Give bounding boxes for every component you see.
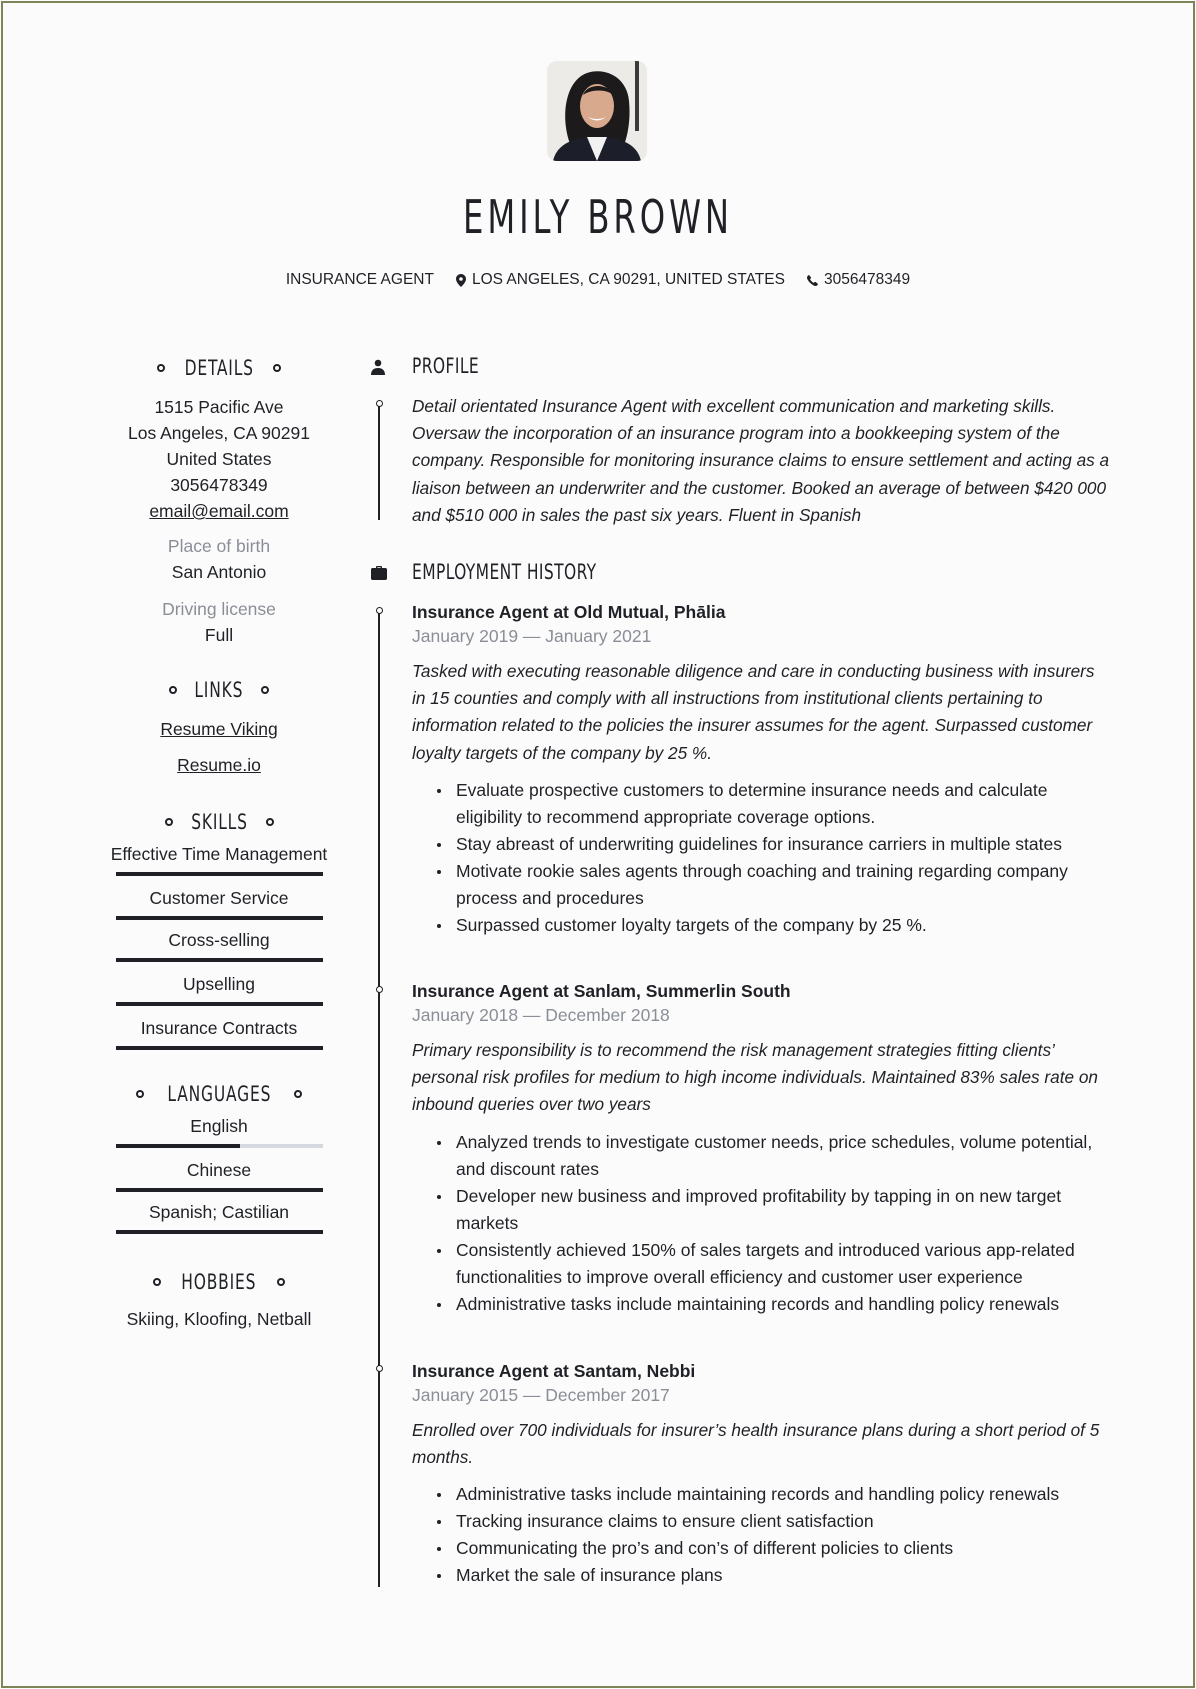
link-resume-viking[interactable]: Resume Viking xyxy=(160,719,278,739)
job-bullet: Evaluate prospective customers to determine insurance needs and calculate eligibility to recommend appropriate coverage options. xyxy=(412,777,1112,831)
skill-name: Insurance Contracts xyxy=(140,1018,298,1038)
links-heading-text: LINKS xyxy=(194,678,244,702)
skill-level-bar xyxy=(116,1046,323,1050)
timeline-node xyxy=(376,986,383,993)
skill-name: Effective Time Management xyxy=(110,844,328,864)
job-title xyxy=(286,271,434,289)
job-bullet: Analyzed trends to investigate customer needs, price schedules, volume potential, and discount rates xyxy=(412,1129,1112,1183)
language-item xyxy=(100,1158,338,1192)
map-pin-icon xyxy=(456,274,466,287)
skill-level-bar xyxy=(116,872,323,876)
timeline-node xyxy=(376,607,383,614)
skill-item xyxy=(100,1016,338,1050)
job-bullet: Market the sale of insurance plans xyxy=(412,1562,1112,1589)
skill-name: Cross-selling xyxy=(168,930,270,950)
language-name: Chinese xyxy=(186,1160,252,1180)
bullet-circle-icon xyxy=(294,1090,302,1098)
job-bullet: Tracking insurance claims to ensure client satisfaction xyxy=(412,1508,1112,1535)
skill-name: Customer Service xyxy=(149,888,289,908)
location-text: LOS ANGELES, CA 90291, UNITED STATES xyxy=(471,271,785,288)
place-of-birth-label: Place of birth xyxy=(167,536,271,556)
hobbies-text: Skiing, Kloofing, Netball xyxy=(126,1309,312,1329)
bullet-circle-icon xyxy=(261,686,269,694)
skill-level-bar xyxy=(116,916,323,920)
header-phone xyxy=(807,271,910,289)
job-bullet: Communicating the pro’s and con’s of different policies to clients xyxy=(412,1535,1112,1562)
job-entry xyxy=(412,979,1112,1318)
job-entry xyxy=(412,1359,1112,1589)
link-resume-io[interactable]: Resume.io xyxy=(177,755,261,775)
language-level-bar xyxy=(116,1144,323,1148)
profile-summary xyxy=(412,393,1112,529)
timeline-node xyxy=(376,400,383,407)
bullet-circle-icon xyxy=(165,818,173,826)
job-bullets xyxy=(412,1129,1112,1318)
employment-heading: EMPLOYMENT HISTORY xyxy=(412,560,597,584)
skills-heading-text: SKILLS xyxy=(190,810,248,834)
job-dates: January 2019 — January 2021 xyxy=(412,626,652,646)
profile-text: Detail orientated Insurance Agent with excellent communication and marketing skills. Oversaw the incorporation of an insurance program into a bookkeeping system of the company. Responsible for monitoring insurance claims to ensure settlement and acting as a liaison between an underwriter and the customer. Booked an average of between $420 000 and $510 000 in sales the past six years. Fluent in Spanish xyxy=(412,396,1110,525)
job-title: Insurance Agent at Sanlam, Summerlin South xyxy=(412,981,791,1001)
skill-item xyxy=(100,886,338,920)
job-bullets xyxy=(412,1481,1112,1589)
details-heading xyxy=(100,354,338,382)
job-bullet: Developer new business and improved profitability by tapping in on new target markets xyxy=(412,1183,1112,1237)
language-level-bar xyxy=(116,1188,323,1192)
briefcase-icon xyxy=(371,566,387,580)
address-line-2: Los Angeles, CA 90291 xyxy=(128,423,310,443)
links-heading xyxy=(100,676,338,704)
driving-license: Full xyxy=(204,625,234,645)
person-photo-icon xyxy=(547,61,647,161)
language-item xyxy=(100,1114,338,1148)
bullet-circle-icon xyxy=(266,818,274,826)
bullet-circle-icon xyxy=(277,1278,285,1286)
job-dates: January 2018 — December 2018 xyxy=(412,1005,670,1025)
job-title: Insurance Agent at Santam, Nebbi xyxy=(412,1361,696,1381)
candidate-name: EMILY BROWN xyxy=(463,190,733,244)
bullet-circle-icon xyxy=(273,364,281,372)
job-title: Insurance Agent at Old Mutual, Phālia xyxy=(412,602,726,622)
hobbies-heading-text: HOBBIES xyxy=(181,1270,257,1294)
person-icon xyxy=(371,359,385,375)
phone-text: 3056478349 xyxy=(823,271,911,288)
job-bullet: Motivate rookie sales agents through coaching and training regarding company process and procedures xyxy=(412,858,1112,912)
bullet-circle-icon xyxy=(157,364,165,372)
phone: 3056478349 xyxy=(170,475,268,495)
skill-name: Upselling xyxy=(183,974,255,994)
profile-photo xyxy=(547,61,647,161)
languages-heading-text: LANGUAGES xyxy=(167,1082,271,1106)
driving-license-label: Driving license xyxy=(162,599,276,619)
sidebar xyxy=(100,354,338,1332)
address-line-1: 1515 Pacific Ave xyxy=(154,397,284,417)
job-bullet: Stay abreast of underwriting guidelines for insurance carriers in multiple states xyxy=(412,831,1112,858)
job-bullet: Administrative tasks include maintaining records and handling policy renewals xyxy=(412,1291,1112,1318)
bullet-circle-icon xyxy=(136,1090,144,1098)
job-dates: January 2015 — December 2017 xyxy=(412,1385,670,1405)
language-item xyxy=(100,1200,338,1234)
skill-item xyxy=(100,972,338,1006)
job-bullet: Administrative tasks include maintaining records and handling policy renewals xyxy=(412,1481,1112,1508)
job-bullets xyxy=(412,777,1112,939)
skill-item xyxy=(100,928,338,962)
skill-level-bar xyxy=(116,1002,323,1006)
header-location xyxy=(456,271,785,289)
skills-heading xyxy=(100,808,338,836)
job-entry xyxy=(412,600,1112,939)
header-subline xyxy=(0,271,1196,289)
country: United States xyxy=(166,449,272,469)
skill-level-bar xyxy=(116,958,323,962)
languages-heading xyxy=(100,1080,338,1108)
job-bullet: Consistently achieved 150% of sales targets and introduced various app-related functionalities to improve overall efficiency and customer user experience xyxy=(412,1237,1112,1291)
skill-item xyxy=(100,842,338,876)
hobbies-heading xyxy=(100,1268,338,1296)
job-summary: Tasked with executing reasonable diligence and care in conducting business with insurers in 15 counties and comply with all instructions from institutional clients pertaining to information related to the policies the insurer assumes for the agent. Surpassed customer loyalty targets of the company by 25 %. xyxy=(412,661,1095,763)
timeline-line xyxy=(378,404,380,520)
job-summary: Primary responsibility is to recommend the risk management strategies fitting clients’ personal risk profiles for medium to high income individuals. Maintained 83% sales rate on inbound queries over two years xyxy=(412,1040,1098,1115)
job-bullet: Surpassed customer loyalty targets of the company by 25 %. xyxy=(412,912,1112,939)
email-link[interactable]: email@email.com xyxy=(149,501,289,521)
bullet-circle-icon xyxy=(153,1278,161,1286)
place-of-birth: San Antonio xyxy=(171,562,267,582)
job-title-text: INSURANCE AGENT xyxy=(285,271,434,288)
details-heading-text: DETAILS xyxy=(184,356,254,380)
timeline-node xyxy=(376,1365,383,1372)
timeline-line xyxy=(378,612,380,1587)
phone-icon xyxy=(807,275,818,286)
language-name: Spanish; Castilian xyxy=(148,1202,290,1222)
profile-heading: PROFILE xyxy=(412,354,480,378)
job-summary: Enrolled over 700 individuals for insurer’s health insurance plans during a short period of 5 months. xyxy=(412,1420,1100,1468)
language-name: English xyxy=(190,1116,248,1136)
language-level-bar xyxy=(116,1230,323,1234)
bullet-circle-icon xyxy=(169,686,177,694)
